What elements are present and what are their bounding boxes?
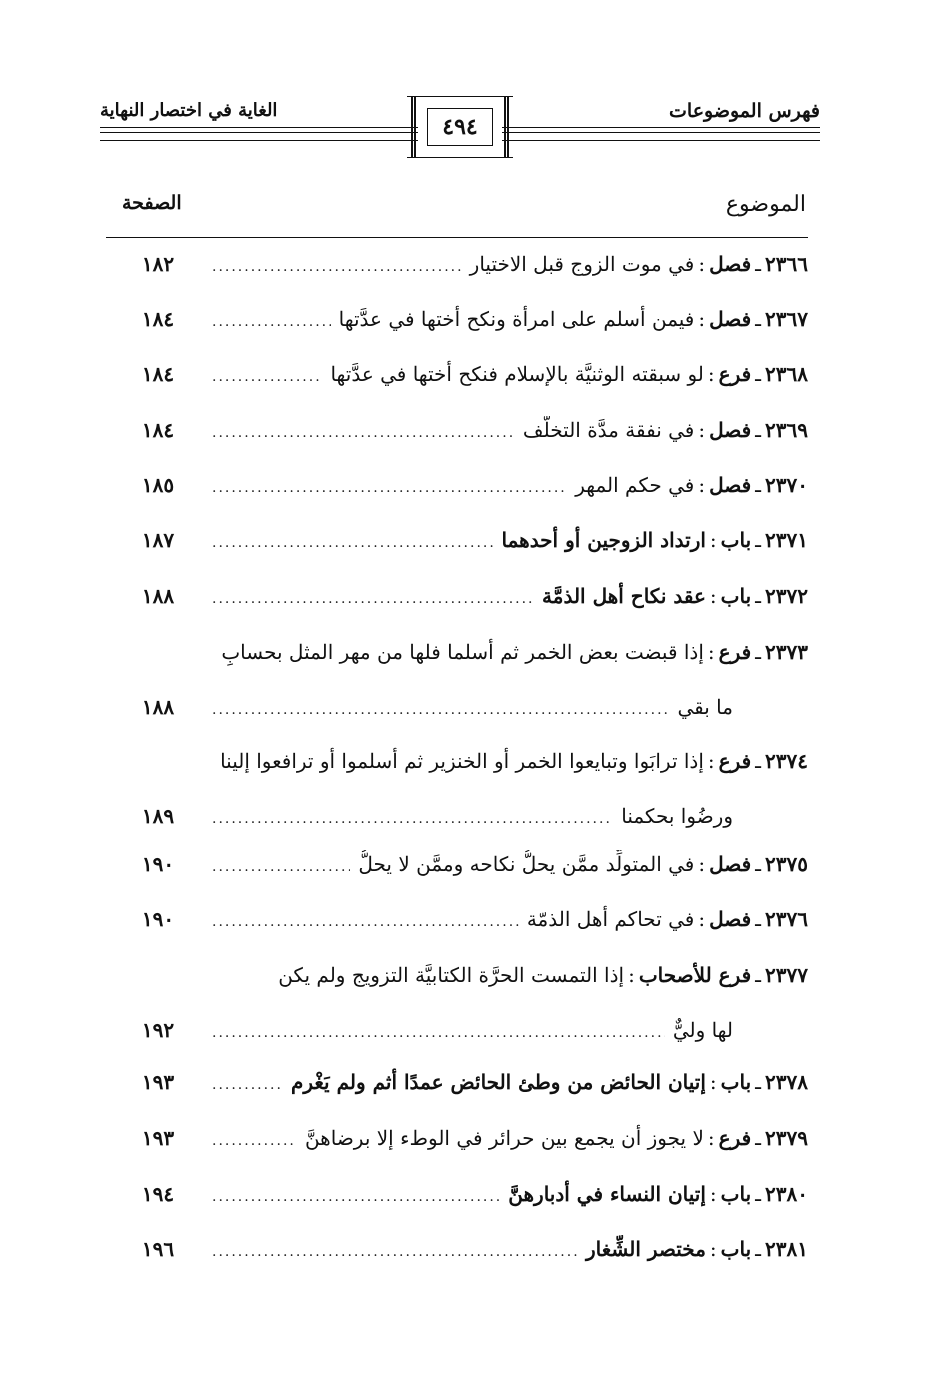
- entry-dash: ـ: [755, 252, 762, 276]
- page-number-frame: [411, 96, 509, 158]
- entry-page-number: ١٨٨: [141, 695, 175, 719]
- entry-dash: ـ: [755, 1182, 762, 1206]
- entry-title: إتيان الحائض من وطئ الحائض عمدًا أثم ولم يَغْرم: [290, 1070, 706, 1094]
- entry-line: [212, 638, 808, 666]
- entry-title: عقد نكاح أهل الذمَّة: [542, 584, 706, 608]
- entry-line: [212, 526, 808, 557]
- entry-line: [212, 905, 808, 936]
- column-heading-page: الصفحة: [122, 192, 182, 214]
- dot-leader: [212, 696, 669, 724]
- entry-number: ٢٣٦٨: [765, 362, 808, 386]
- entry-kind: فصل: [709, 252, 752, 276]
- entry-page-number: ١٨٨: [141, 584, 175, 608]
- entry-dash: ـ: [755, 1070, 762, 1094]
- frame-cap-bottom: [407, 157, 513, 158]
- entry-number: ٢٣٦٧: [765, 307, 808, 331]
- dot-leader: [212, 805, 613, 833]
- entry-page-number: ١٨٢: [141, 252, 175, 276]
- entry-colon: :: [698, 907, 706, 931]
- entry-line: [212, 1235, 808, 1266]
- entry-line: [212, 305, 808, 336]
- entry-number: ٢٣٦٦: [765, 252, 808, 276]
- entry-title: ارتداد الزوجين أو أحدهما: [501, 528, 706, 552]
- entry-dash: ـ: [755, 307, 762, 331]
- header-rule-left-top: [100, 127, 418, 128]
- entry-colon: :: [698, 852, 706, 876]
- entry-colon: :: [698, 473, 706, 497]
- entry-kind: باب: [720, 1182, 752, 1206]
- entry-kind: فرع: [718, 362, 752, 386]
- entry-colon: :: [698, 307, 706, 331]
- entry-dash: ـ: [755, 1126, 762, 1150]
- entry-line: [212, 582, 808, 613]
- entry-title: لا يجوز أن يجمع بين حرائر في الوطء إلا برضاهنَّ: [304, 1126, 704, 1150]
- entry-line: [212, 360, 808, 391]
- dot-leader: [212, 1019, 665, 1047]
- entry-continuation-line: [212, 1016, 733, 1047]
- dot-leader: [212, 1238, 578, 1266]
- entry-kind: فرع: [718, 640, 752, 664]
- dot-leader: [212, 908, 519, 936]
- entry-continuation-line: [212, 693, 733, 724]
- dot-leader: [212, 1183, 500, 1211]
- entry-title: لو سبقته الوثنيَّة بالإسلام فنكح أختها في عدَّتها: [330, 362, 704, 386]
- entry-dash: ـ: [755, 473, 762, 497]
- entry-number: ٢٣٨٠: [765, 1182, 808, 1206]
- dot-leader: [212, 419, 515, 447]
- entry-dash: ـ: [755, 528, 762, 552]
- entry-page-number: ١٨٤: [141, 362, 175, 386]
- entry-dash: ـ: [755, 418, 762, 442]
- entry-colon: :: [709, 1070, 717, 1094]
- entry-page-number: ١٨٩: [141, 804, 175, 828]
- entry-kind: فصل: [709, 307, 752, 331]
- entry-continuation: ورضُوا بحكمنا: [621, 804, 733, 828]
- entry-line: [212, 961, 808, 989]
- entry-kind: فصل: [709, 473, 752, 497]
- header-rule-left-bot: [100, 140, 418, 141]
- section-title: فهرس الموضوعات: [669, 100, 820, 122]
- entry-kind: فصل: [709, 907, 752, 931]
- entry-number: ٢٣٧١: [765, 528, 808, 552]
- entry-title: في حكم المهر: [575, 473, 695, 497]
- entry-title: فيمن أسلم على امرأة ونكح أختها في عدَّتها: [338, 307, 695, 331]
- entry-number: ٢٣٧٥: [765, 852, 808, 876]
- entry-page-number: ١٩٤: [141, 1182, 175, 1206]
- entry-title: مختصر الشِّغار: [586, 1237, 706, 1261]
- entry-title: إذا التمست الحرَّة الكتابيَّة التزويج ولم يكن: [278, 963, 625, 987]
- dot-leader: [212, 1127, 297, 1155]
- entry-line: [212, 747, 808, 775]
- entry-colon: :: [707, 640, 715, 664]
- column-heading-topic: الموضوع: [725, 192, 806, 217]
- entry-page-number: ١٨٤: [141, 418, 175, 442]
- entry-colon: :: [628, 963, 635, 987]
- entry-page-number: ١٨٧: [141, 528, 175, 552]
- entry-line: [212, 471, 808, 502]
- entry-number: ٢٣٧٩: [765, 1126, 808, 1150]
- entry-page-number: ١٩٠: [141, 852, 175, 876]
- entry-title: في المتولِّد ممَّن يحلُّ نكاحه وممَّن لا يحلُّ: [358, 852, 695, 876]
- entry-colon: :: [707, 749, 715, 773]
- entry-number: ٢٣٦٩: [765, 418, 808, 442]
- entry-dash: ـ: [755, 749, 762, 773]
- entry-number: ٢٣٧٨: [765, 1070, 808, 1094]
- entry-colon: :: [709, 1237, 717, 1261]
- entry-dash: ـ: [755, 907, 762, 931]
- entry-page-number: ١٨٤: [141, 307, 175, 331]
- dot-leader: [212, 853, 350, 881]
- entry-colon: :: [709, 584, 717, 608]
- entry-number: ٢٣٨١: [765, 1237, 808, 1261]
- dot-leader: [212, 585, 534, 613]
- entry-title: إذا قبضت بعض الخمر ثم أسلما فلها من مهر المثل بحسابِ: [221, 640, 704, 664]
- entry-continuation-line: [212, 802, 733, 833]
- entry-number: ٢٣٧٤: [765, 749, 808, 773]
- entry-number: ٢٣٧٣: [765, 640, 808, 664]
- entry-continuation: لها وليٌّ: [672, 1018, 733, 1042]
- entry-colon: :: [709, 528, 717, 552]
- entry-kind: فصل: [709, 418, 752, 442]
- entry-kind: باب: [720, 1237, 752, 1261]
- entry-colon: :: [698, 252, 706, 276]
- entry-number: ٢٣٧٦: [765, 907, 808, 931]
- page-number: ٤٩٤: [427, 108, 493, 146]
- entry-line: [212, 1124, 808, 1155]
- entry-page-number: ١٩٦: [141, 1237, 175, 1261]
- dot-leader: [212, 474, 567, 502]
- dot-leader: [212, 1071, 283, 1099]
- header-rule-right-top: [502, 127, 820, 128]
- entry-dash: ـ: [755, 584, 762, 608]
- entry-kind: فصل: [709, 852, 752, 876]
- entry-page-number: ١٩٣: [141, 1126, 175, 1150]
- column-heading-rule: [106, 237, 808, 238]
- entry-page-number: ١٨٥: [141, 473, 175, 497]
- entry-kind: باب: [720, 1070, 752, 1094]
- entry-kind: باب: [720, 584, 752, 608]
- entry-page-number: ١٩٣: [141, 1070, 175, 1094]
- entry-kind: فرع للأصحاب: [638, 963, 752, 987]
- dot-leader: [212, 253, 462, 281]
- entry-continuation: ما بقي: [677, 695, 733, 719]
- entry-colon: :: [698, 418, 706, 442]
- entry-kind: فرع: [718, 1126, 752, 1150]
- running-header: [100, 96, 820, 166]
- entry-dash: ـ: [755, 1237, 762, 1261]
- dot-leader: [212, 363, 322, 391]
- entry-dash: ـ: [755, 852, 762, 876]
- entry-colon: :: [707, 362, 715, 386]
- entry-dash: ـ: [755, 362, 762, 386]
- entry-dash: ـ: [755, 640, 762, 664]
- book-title: الغاية في اختصار النهاية: [100, 100, 278, 121]
- entry-dash: ـ: [755, 963, 762, 987]
- entry-colon: :: [707, 1126, 715, 1150]
- entry-number: ٢٣٧٠: [765, 473, 808, 497]
- header-rule-right-bot: [502, 140, 820, 141]
- header-rule-right-mid: [502, 132, 820, 133]
- frame-cap-top: [407, 96, 513, 97]
- entry-line: [212, 416, 808, 447]
- entry-title: في تحاكم أهل الذمّة: [526, 907, 695, 931]
- entry-page-number: ١٩٢: [141, 1018, 175, 1042]
- entry-line: [212, 850, 808, 881]
- entry-line: [212, 250, 808, 281]
- entry-title: في موت الزوج قبل الاختيار: [469, 252, 695, 276]
- entry-page-number: ١٩٠: [141, 907, 175, 931]
- entry-colon: :: [709, 1182, 717, 1206]
- entry-title: إتيان النساء في أدبارهنَّ: [508, 1182, 706, 1206]
- header-rule-left-mid: [100, 132, 418, 133]
- dot-leader: [212, 529, 493, 557]
- entry-number: ٢٣٧٢: [765, 584, 808, 608]
- dot-leader: [212, 308, 331, 336]
- entry-line: [212, 1068, 808, 1099]
- entry-kind: باب: [720, 528, 752, 552]
- entry-line: [212, 1180, 808, 1211]
- entry-kind: فرع: [718, 749, 752, 773]
- entry-title: إذا ترابَوا وتبايعوا الخمر أو الخنزير ثم أسلموا أو ترافعوا إلينا: [220, 749, 704, 773]
- entry-title: في نفقة مدَّة التخلُّف: [522, 418, 695, 442]
- entry-number: ٢٣٧٧: [765, 963, 808, 987]
